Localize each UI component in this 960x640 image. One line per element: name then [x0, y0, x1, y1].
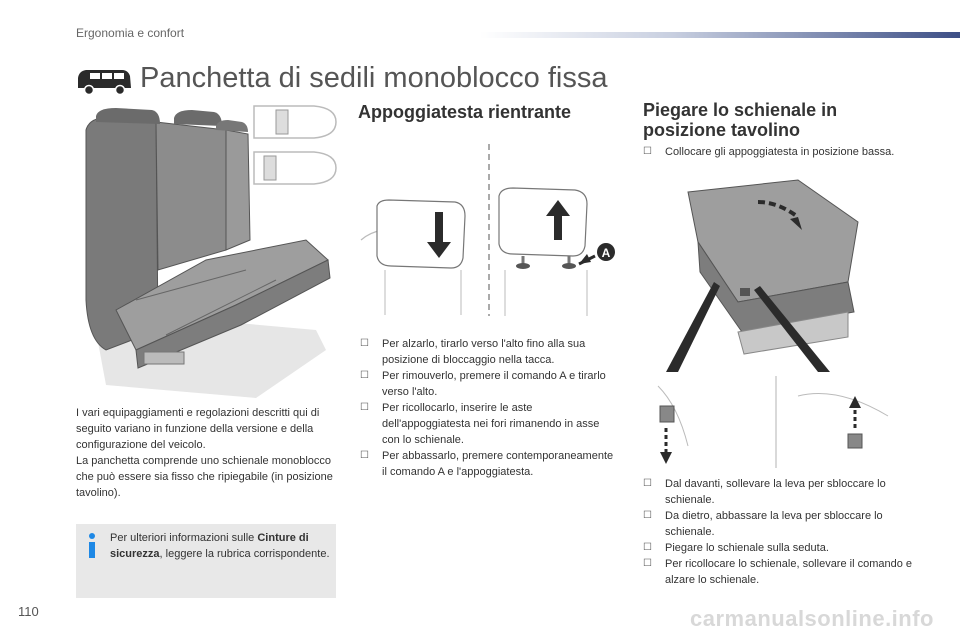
table-step: ☐ Da dietro, abbassare la leva per sbloccare lo schienale.: [643, 508, 913, 540]
info-icon: [84, 530, 100, 562]
folding-seat-illustration: [648, 172, 908, 372]
intro-paragraph-1: I vari equipaggiamenti e regolazioni descritti qui di seguito variano in funzione della versione e della configurazione del veicolo.: [76, 407, 320, 451]
headrest-step: ☐ Per alzarlo, tirarlo verso l'alto fino alla sua posizione di bloccaggio nella tacca.: [360, 336, 615, 368]
table-steps: [643, 476, 913, 588]
headrest-step: ☐ Per abbassarlo, premere contemporaneamente il comando A e l'appoggiatesta.: [360, 448, 615, 480]
table-position-heading: [643, 100, 837, 140]
table-step: ☐ Piegare lo schienale sulla seduta.: [643, 540, 913, 556]
info-box: [76, 524, 336, 598]
info-text: [110, 530, 332, 562]
van-icon: [76, 66, 132, 96]
intro-paragraph-2: La panchetta comprende uno schienale monoblocco che può essere sia fisso che ripiegabile (in posizione tavolino).: [76, 455, 333, 499]
table-step: ☐ Dal davanti, sollevare la leva per sbloccare lo schienale.: [643, 476, 913, 508]
callout-a-label: A: [601, 246, 611, 260]
info-prefix: Per ulteriori informazioni sulle: [110, 532, 258, 544]
table-step: ☐ Per ricollocare lo schienale, sollevare il comando e alzare lo schienale.: [643, 556, 913, 588]
header-bar: [480, 32, 960, 38]
headrest-heading: Appoggiatesta rientrante: [358, 102, 572, 122]
page-title: Panchetta di sedili monoblocco fissa: [140, 62, 608, 94]
info-bold: Cinture di sicurezza: [110, 532, 309, 560]
table-step: ☐ Collocare gli appoggiatesta in posizione bassa.: [643, 144, 913, 160]
headrest-step: ☐ Per rimouverlo, premere il comando A e tirarlo verso l'alto.: [360, 368, 615, 400]
page-number: 110: [18, 604, 39, 619]
lever-detail-illustration: [648, 376, 908, 468]
section-header: Ergonomia e confort: [76, 26, 185, 40]
heading-line-1: Piegare lo schienale in: [643, 100, 838, 120]
headrest-illustration: [355, 140, 620, 320]
van-topview-diagram: [252, 100, 338, 192]
headrest-steps: [360, 336, 615, 480]
table-step-top: [643, 144, 913, 160]
watermark: carmanualsonline.info: [690, 606, 934, 631]
info-suffix: , leggere la rubrica corrispondente.: [159, 548, 330, 560]
intro-text: [76, 405, 341, 501]
headrest-step: ☐ Per ricollocarlo, inserire le aste dell'appoggiatesta nei fori rimanendo in asse con lo schienale.: [360, 400, 615, 448]
heading-line-2: posizione tavolino: [643, 120, 801, 140]
